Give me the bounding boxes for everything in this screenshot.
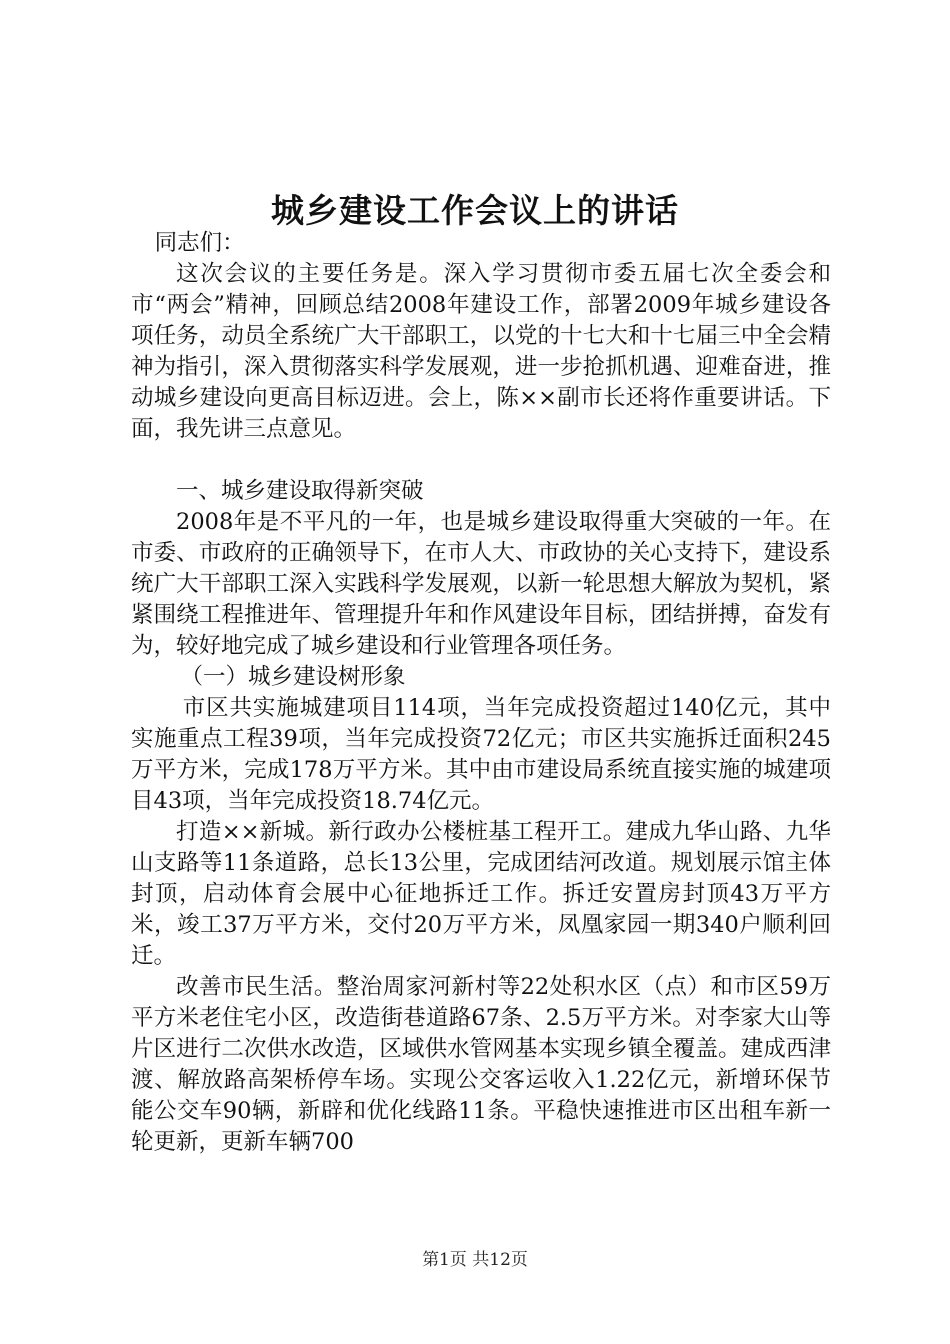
subsection-paragraph-2: 打造××新城。新行政办公楼桩基工程开工。建成九华山路、九华山支路等11条道路，总长13公里，完成团结河改道。规划展示馆主体封顶，启动体育会展中心征地拆迁工作。拆迁安置房封顶43万平方米，竣工37万平方米，交付20万平方米，凤凰家园一期340户顺利回迁。 xyxy=(131,819,831,969)
subsection-paragraph-3: 改善市民生活。整治周家河新村等22处积水区（点）和市区59万平方米老住宅小区，改造街巷道路67条、2.5万平方米。对李家大山等片区进行二次供水改造，区域供水管网基本实现乡镇全覆盖。建成西津渡、解放路高架桥停车场。实现公交客运收入1.22亿元，新增环保节能公交车90辆，新辟和优化线路11条。平稳快速推进市区出租车新一轮更新，更新车辆700 xyxy=(131,974,831,1155)
document-body xyxy=(131,228,831,1158)
subsection-paragraph-1: 市区共实施城建项目114项，当年完成投资超过140亿元，其中实施重点工程39项，当年完成投资72亿元；市区共实施拆迁面积245万平方米，完成178万平方米。其中由市建设局系统直接实施的城建项目43项，当年完成投资18.74亿元。 xyxy=(131,695,831,814)
subsection-heading: （一）城乡建设树形象 xyxy=(180,664,406,690)
document-title: 城乡建设工作会议上的讲话 xyxy=(271,191,679,230)
greeting: 同志们： xyxy=(154,230,245,256)
section-heading: 一、城乡建设取得新突破 xyxy=(176,478,424,504)
section-paragraph: 2008年是不平凡的一年，也是城乡建设取得重大突破的一年。在市委、市政府的正确领导下，在市人大、市政协的关心支持下，建设系统广大干部职工深入实践科学发展观，以新一轮思想大解放为契机，紧紧围绕工程推进年、管理提升年和作风建设年目标，团结拼搏，奋发有为，较好地完成了城乡建设和行业管理各项任务。 xyxy=(131,509,831,659)
page-number: 第1页 共12页 xyxy=(422,1250,528,1270)
intro-paragraph: 这次会议的主要任务是。深入学习贯彻市委五届七次全委会和市“两会”精神，回顾总结2008年建设工作，部署2009年城乡建设各项任务，动员全系统广大干部职工，以党的十七大和十七届三中全会精神为指引，深入贯彻落实科学发展观，进一步抢抓机遇、迎难奋进，推动城乡建设向更高目标迈进。会上，陈××副市长还将作重要讲话。下面，我先讲三点意见。 xyxy=(131,261,831,442)
